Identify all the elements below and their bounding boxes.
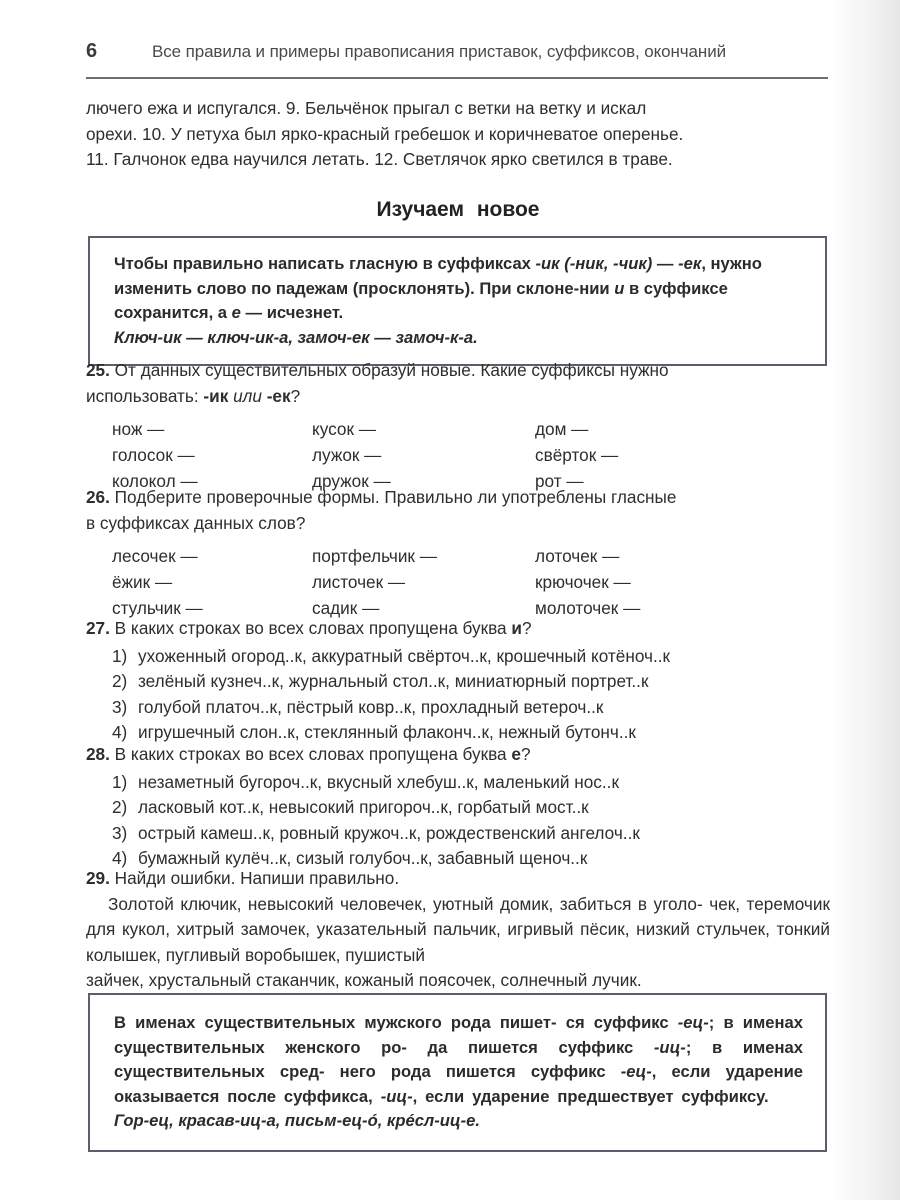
word-item: лоточек —: [535, 546, 620, 566]
option-marker: 1): [112, 645, 128, 666]
rule2-seg-1: В именах существительных мужского рода пишет-: [114, 1013, 557, 1032]
exercise-25-column-3: [535, 416, 618, 494]
rule1-seg-4: нии: [579, 278, 615, 298]
word-item: рот —: [535, 471, 584, 491]
word-item: портфельчик —: [312, 546, 437, 566]
option-item[interactable]: [86, 695, 830, 721]
header-divider: [86, 77, 828, 79]
word-item: нож —: [112, 419, 165, 439]
exercise-26-word-grid: [86, 543, 830, 621]
rule2-seg-8: после суффикса,: [227, 1086, 381, 1106]
rule1-suffix-ik: -ик (-ник, -чик): [535, 254, 653, 273]
exercise-27-prompt: [86, 616, 830, 642]
rule-box-suffix-ik-ek: [88, 236, 827, 366]
word-item: крючочек —: [535, 572, 631, 592]
option-item[interactable]: [86, 669, 830, 695]
exercise-25-suffix-ik: -ик: [203, 385, 229, 406]
header-title: Все правила и примеры правописания приставок, суффиксов, окончаний: [152, 42, 726, 61]
option-text: зелёный кузнеч..к, журнальный стол..к, миниатюрный портрет..к: [138, 671, 649, 691]
rule2-seg-3: ; в именах существительных женского ро-: [114, 1013, 803, 1057]
rule1-seg-2: —: [652, 254, 679, 273]
exercise-28-number: 28.: [86, 744, 110, 764]
word-item: кусок —: [312, 419, 376, 439]
exercise-26-prompt-b: в суффиксах данных слов?: [86, 512, 306, 533]
exercise-25-prompt-c: ?: [290, 385, 301, 406]
exercise-27: [86, 616, 830, 746]
exercise-25-number: 25.: [86, 360, 110, 380]
rule-box-suffix-ets-its: [88, 993, 827, 1152]
rule1-suffix-ek: -ек: [678, 254, 702, 273]
option-marker: 2): [112, 797, 128, 817]
word-item: листочек —: [312, 572, 406, 592]
exercise-29-line-2: чек, теремочик для кукол, хитрый замочек, указательный пальчик, игривый: [86, 893, 830, 939]
option-text: ласковый кот..к, невысокий пригороч..к, горбатый мост..к: [138, 797, 589, 817]
exercise-28-prompt-a: В каких строках во всех словах пропущена буква: [109, 744, 512, 764]
page-number: 6: [86, 40, 98, 62]
exercise-25-prompt: [86, 358, 830, 409]
rule1-letter-i: и: [614, 278, 625, 298]
option-item[interactable]: [86, 644, 830, 670]
exercise-27-prompt-b: ?: [521, 618, 532, 638]
rule2-suffix-ets-1: -ец-: [677, 1013, 709, 1032]
exercise-29-line-1: Золотой ключик, невысокий человечек, уютный домик, забиться в уголо-: [108, 893, 703, 914]
rule1-letter-e: е: [231, 303, 241, 322]
option-text: игрушечный слон..к, стеклянный флаконч..к, нежный бутонч..к: [138, 722, 636, 742]
rule-box-1-example: Ключ-ик — ключ-ик-а, замоч-ек — замоч-к-а.: [114, 327, 478, 347]
exercise-29-number: 29.: [86, 868, 110, 888]
exercise-28: [86, 742, 830, 872]
rule-box-2-text: [114, 1011, 803, 1109]
option-marker: 3): [112, 822, 128, 843]
word-item: свёрток —: [535, 445, 619, 465]
exercise-26-column-2: [312, 543, 437, 621]
rule1-seg-1: Чтобы правильно написать гласную в суффиксах: [114, 254, 536, 273]
exercise-27-options: [86, 644, 830, 746]
option-marker: 4): [112, 848, 128, 868]
rule2-seg-5: ; в именах существительных сред-: [114, 1037, 804, 1081]
exercise-29-line-3: пёсик, низкий стульчек, тонкий колышек, пугливый воробышек, пушистый: [86, 919, 831, 965]
intro-line-1: лючего ежа и испугался. 9. Бельчёнок прыгал с ветки на ветку и искал: [86, 98, 647, 118]
rule-box-2-example: Гор-ец, красав-иц-а, письм-ец-ó, крéсл-иц-е.: [114, 1111, 480, 1130]
rule2-seg-4: да пишется суффикс: [427, 1037, 654, 1057]
exercise-29-prompt: [86, 866, 830, 892]
exercise-27-target-letter: и: [511, 618, 522, 638]
rule2-suffix-its-2: -иц-: [380, 1086, 413, 1106]
option-item[interactable]: [86, 770, 830, 796]
rule2-seg-2: ся суффикс: [565, 1013, 678, 1032]
exercise-29-body: [86, 892, 830, 994]
rule1-seg-6: — исчезнет.: [240, 303, 344, 322]
exercise-28-options: [86, 770, 830, 872]
intro-line-3: 11. Галчонок едва научился летать. 12. Светлячок ярко светился в траве.: [86, 149, 673, 169]
rule1-seg-3: , нужно изменить слово по падежам (просклонять). При склоне-: [114, 254, 762, 298]
option-marker: 3): [112, 696, 128, 717]
word-item: молоточек —: [535, 598, 641, 618]
word-item: голосок —: [112, 445, 195, 465]
rule1-seg-5: в суффиксе сохранится, а: [114, 278, 728, 322]
section-heading: Изучаем новое: [376, 198, 540, 221]
word-item: колокол —: [112, 471, 198, 491]
option-text: ухоженный огород..к, аккуратный свёрточ..к, крошечный котёноч..к: [138, 645, 671, 666]
exercise-26: [86, 485, 830, 621]
option-item[interactable]: [86, 821, 830, 847]
exercise-29-line-4: зайчек, хрустальный стаканчик, кожаный поясочек, солнечный лучик.: [86, 970, 642, 990]
rule2-suffix-its-1: -иц-: [653, 1037, 686, 1057]
word-item: лужок —: [312, 445, 382, 465]
option-marker: 2): [112, 671, 128, 691]
exercise-26-column-1: [112, 543, 203, 621]
intro-line-2: орехи. 10. У петуха был ярко-красный гребешок и коричневатое оперенье.: [86, 123, 684, 144]
option-text: бумажный кулёч..к, сизый голубоч..к, забавный щеноч..к: [138, 848, 588, 868]
word-item: лесочек —: [112, 546, 198, 566]
exercise-28-prompt-b: ?: [520, 744, 531, 764]
exercise-29-prompt-text: Найди ошибки. Напиши правильно.: [109, 868, 400, 888]
intro-paragraph: [86, 96, 830, 173]
exercise-27-number: 27.: [86, 618, 110, 638]
exercise-25-column-1: [112, 416, 198, 494]
option-marker: 4): [112, 722, 128, 742]
exercise-25-column-2: [312, 416, 391, 494]
rule2-seg-6: него рода пишется суффикс: [339, 1062, 621, 1081]
word-item: стульчик —: [112, 598, 203, 618]
rule2-seg-9: , если ударение предшествует суффиксу.: [412, 1086, 769, 1106]
exercise-26-number: 26.: [86, 487, 110, 507]
exercise-26-prompt: [86, 485, 830, 536]
exercise-25-suffix-ek: -ек: [266, 385, 291, 406]
rule2-suffix-ets-2: -ец-: [620, 1062, 652, 1081]
exercise-28-target-letter: е: [511, 744, 521, 764]
word-item: дом —: [535, 419, 589, 439]
rule-box-2-content: [90, 995, 825, 1150]
exercise-29: [86, 866, 830, 994]
word-item: садик —: [312, 598, 380, 618]
exercise-25-word-grid: [86, 416, 830, 494]
exercise-25-prompt-a: От данных существительных образуй новые. Какие суффиксы нужно: [109, 360, 669, 380]
option-text: голубой платоч..к, пёстрый ковр..к, прохладный ветероч..к: [138, 696, 604, 717]
exercise-26-column-3: [535, 543, 640, 621]
option-marker: 1): [112, 771, 128, 792]
rule2-seg-7: , если ударение оказывается: [114, 1062, 804, 1106]
rule-box-1-content: [90, 238, 825, 364]
word-item: ёжик —: [112, 572, 173, 592]
exercise-27-prompt-a: В каких строках во всех словах пропущена буква: [109, 618, 512, 638]
option-text: острый камеш..к, ровный кружоч..к, рождественский ангелоч..к: [138, 822, 640, 843]
option-item[interactable]: [86, 795, 830, 821]
option-text: незаметный бугороч..к, вкусный хлебуш..к, маленький нос..к: [138, 771, 619, 792]
exercise-25-conjunction: или: [228, 385, 267, 406]
exercise-25-prompt-b: использовать:: [86, 385, 204, 406]
exercise-25: [86, 358, 830, 494]
word-item: дружок —: [312, 471, 391, 491]
rule-box-1-text: [114, 252, 803, 326]
exercise-26-prompt-a: Подберите проверочные формы. Правильно ли употреблены гласные: [109, 487, 677, 507]
page-header: [86, 40, 828, 63]
exercise-28-prompt: [86, 742, 830, 768]
exercise-25-prompt-line2: [86, 384, 830, 410]
